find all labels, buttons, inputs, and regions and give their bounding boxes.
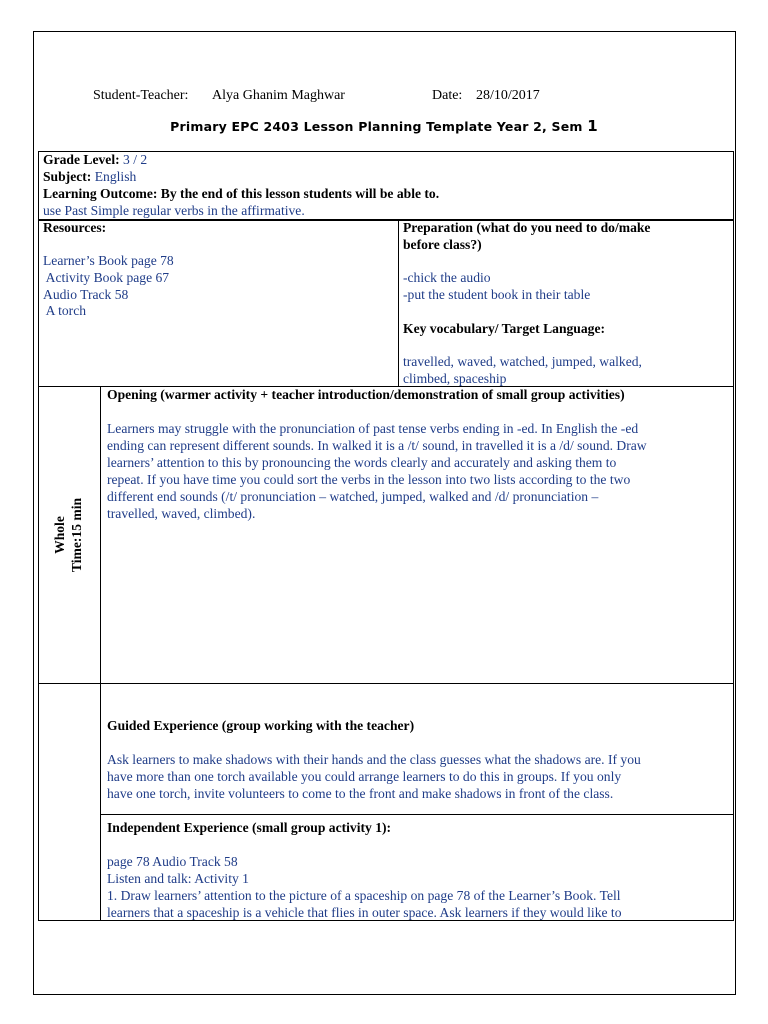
opening-body-line: Learners may struggle with the pronunciation of past tense verbs ending in -ed. In English the -ed — [107, 421, 639, 436]
resources-cell — [38, 219, 399, 387]
preparation-heading-1: Preparation (what do you need to do/make — [403, 220, 651, 235]
opening-body-line: learners’ attention to this by pronouncing the words clearly and accurately and asking them to — [107, 455, 617, 470]
vocab-line: climbed, spaceship — [403, 371, 507, 386]
resources-heading: Resources: — [43, 220, 107, 235]
title-sem-number: 1 — [587, 117, 598, 135]
independent-body-line: Listen and talk: Activity 1 — [107, 871, 249, 886]
guided-side-cell — [38, 683, 101, 921]
title-text: Primary EPC 2403 Lesson Planning Template Year 2, Sem — [170, 119, 583, 134]
subject — [43, 168, 136, 185]
guided-body-line: have more than one torch available you could arrange learners to do this in groups. If you only — [107, 769, 622, 784]
vocab-line: travelled, waved, watched, jumped, walked, — [403, 354, 642, 369]
grade-label: Grade Level: — [43, 152, 120, 167]
opening-heading: Opening (warmer activity + teacher introduction/demonstration of small group activities) — [107, 387, 625, 402]
date-value: 28/10/2017 — [476, 88, 540, 103]
preparation-item: -put the student book in their table — [403, 287, 591, 302]
guided-body-line: Ask learners to make shadows with their hands and the class guesses what the shadows are. If you — [107, 752, 641, 767]
opening-side-label: Whole Time:15 min — [52, 497, 84, 573]
student-teacher-label: Student-Teacher: — [93, 88, 189, 103]
opening-body-line: repeat. If you have time you could sort the verbs in the lesson into two lists according to the two — [107, 472, 631, 487]
independent-body-line: learners that a spaceship is a vehicle that flies in outer space. Ask learners if they would like to — [107, 905, 622, 920]
learning-outcome-label: Learning Outcome: By the end of this lesson students will be able to. — [43, 186, 440, 201]
resource-item: Audio Track 58 — [43, 287, 129, 302]
grade-level — [43, 151, 147, 168]
independent-heading: Independent Experience (small group activity 1): — [107, 820, 392, 835]
subject-value: English — [94, 169, 137, 184]
opening-body-line: different end sounds (/t/ pronunciation – watched, jumped, walked and /d/ pronunciation – — [107, 489, 599, 504]
independent-body-line: 1. Draw learners’ attention to the picture of a spaceship on page 78 of the Learner’s Book. Tell — [107, 888, 621, 903]
independent-body-line: page 78 Audio Track 58 — [107, 854, 238, 869]
preparation-item: -chick the audio — [403, 270, 491, 285]
opening-body-line: ending can represent different sounds. In walked it is a /t/ sound, in travelled it is a /d/ sound. Draw — [107, 438, 647, 453]
page-title — [0, 117, 768, 135]
subject-label: Subject: — [43, 169, 92, 184]
guided-heading: Guided Experience (group working with the teacher) — [107, 718, 415, 733]
date-label: Date: — [432, 88, 463, 103]
resource-item: Activity Book page 67 — [43, 270, 170, 285]
preparation-heading-2: before class?) — [403, 237, 482, 252]
guided-body-line: have one torch, invite volunteers to come to the front and make shadows in front of the class. — [107, 786, 614, 801]
opening-body-line: travelled, waved, climbed). — [107, 506, 256, 521]
student-teacher-name: Alya Ghanim Maghwar — [212, 88, 345, 103]
vocab-heading: Key vocabulary/ Target Language: — [403, 321, 606, 336]
resource-item: Learner’s Book page 78 — [43, 253, 174, 268]
resource-item: A torch — [43, 303, 87, 318]
grade-value: 3 / 2 — [123, 152, 148, 167]
learning-outcome-value: use Past Simple regular verbs in the affirmative. — [43, 203, 305, 218]
